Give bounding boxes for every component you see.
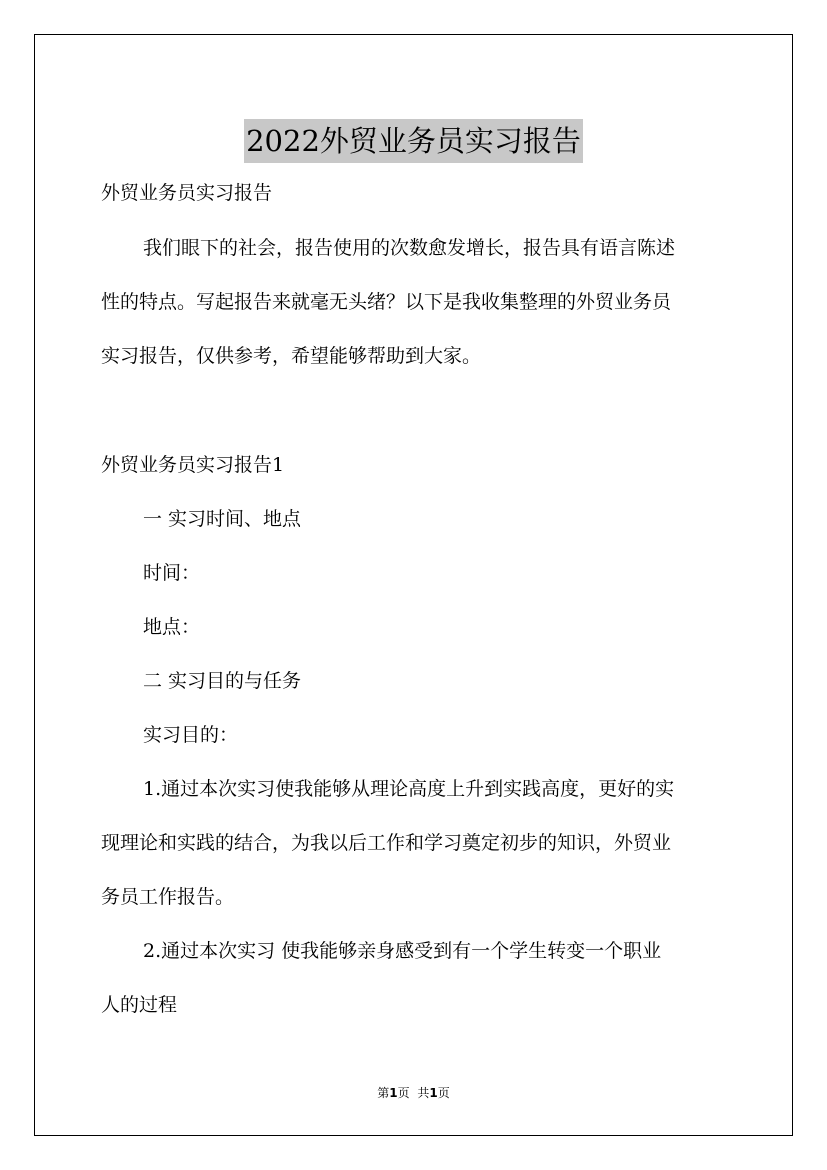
section1-heading: 外贸业务员实习报告1 [101, 454, 285, 476]
item1-heading: 一 实习时间、地点 [143, 508, 302, 530]
point1-line-1: 1.通过本次实习使我能够从理论高度上升到实践高度，更好的实 [143, 778, 675, 800]
title-container [0, 100, 827, 183]
point1-line-2: 现理论和实践的结合，为我以后工作和学习奠定初步的知识，外贸业 [101, 832, 672, 854]
document-subtitle: 外贸业务员实习报告 [101, 182, 273, 204]
time-label: 时间： [143, 562, 201, 584]
page-footer [0, 1085, 827, 1101]
document-title: 2022外贸业务员实习报告 [244, 119, 583, 163]
point1-line-3: 务员工作报告。 [101, 886, 235, 908]
purpose-label: 实习目的： [143, 724, 239, 746]
intro-line-2: 性的特点。写起报告来就毫无头绪？以下是我收集整理的外贸业务员 [101, 291, 672, 313]
footer-total-number: 1 [429, 1086, 438, 1100]
item2-heading: 二 实习目的与任务 [143, 670, 302, 692]
footer-page-number: 1 [389, 1086, 398, 1100]
point2-line-2: 人的过程 [101, 994, 178, 1016]
footer-total-prefix: 共 [417, 1086, 430, 1100]
intro-line-3: 实习报告，仅供参考，希望能够帮助到大家。 [101, 345, 482, 367]
point2-line-1: 2.通过本次实习 使我能够亲身感受到有一个学生转变一个职业 [143, 940, 662, 962]
footer-total-suffix: 页 [437, 1086, 450, 1100]
place-label: 地点： [143, 616, 201, 638]
intro-line-1: 我们眼下的社会，报告使用的次数愈发增长，报告具有语言陈述 [143, 237, 676, 259]
footer-page-suffix: 页 [397, 1086, 410, 1100]
footer-page-prefix: 第 [377, 1086, 390, 1100]
